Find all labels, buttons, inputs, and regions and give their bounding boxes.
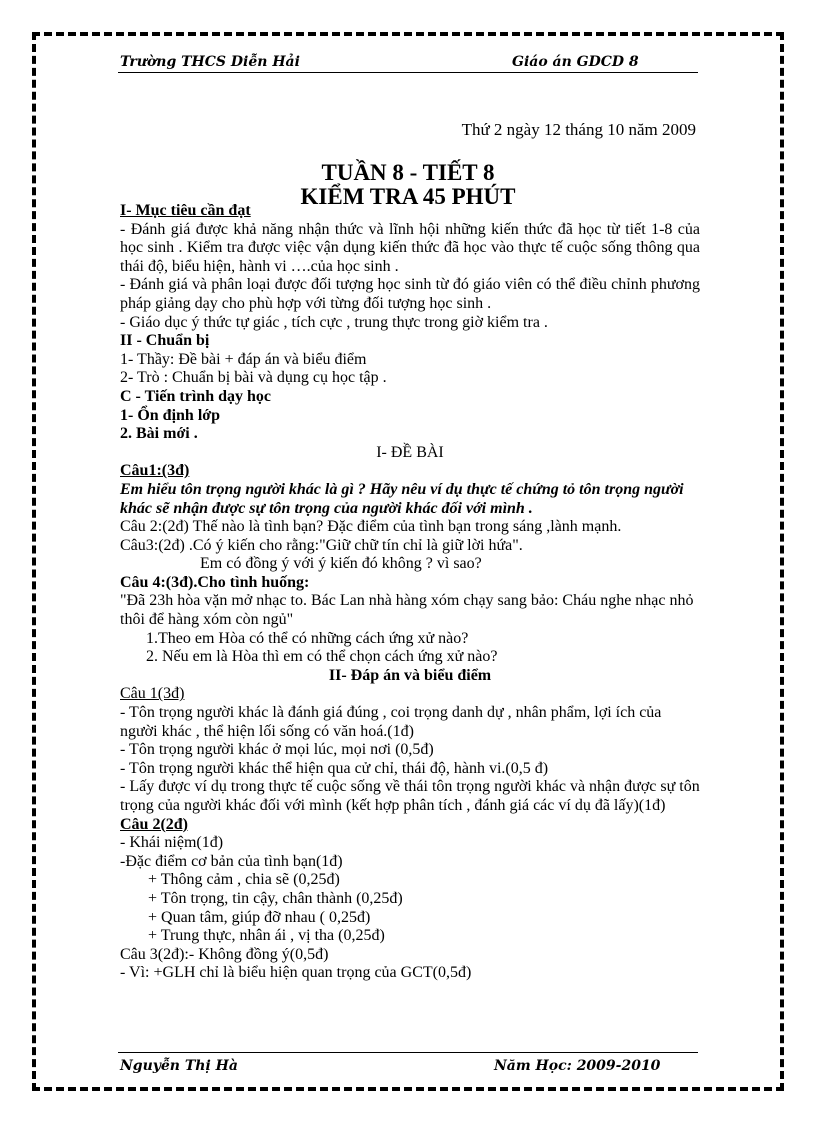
text-line: "Đã 23h hòa vặn mở nhạc to. Bác Lan nhà hàng xóm chạy sang bảo: Cháu nghe nhạc nhỏ thôi để hàng xóm còn ngủ" [120,592,694,629]
text-line: + Thông cảm , chia sẽ (0,25đ) [148,871,340,889]
text-line: - Lấy được ví dụ trong thực tế cuộc sống về thái tôn trọng người khác và nhận được sự tôn trọng của người khác đối với mình (kết hợp phân tích , đánh giá các ví dụ đã lấy)(1đ) [120,778,700,814]
text-line: Câu 1(3đ) [120,685,185,703]
text-line: - Tôn trọng người khác là đánh giá đúng , coi trọng danh dự , nhân phẩm, lợi ích của người khác , thể hiện lối sống có văn hoá.(1đ) [120,704,662,740]
text-line: Câu 4:(3đ).Cho tình huống: [120,573,310,591]
footer-rule [118,1052,698,1053]
text-line: 1.Theo em Hòa có thể có những cách ứng xử nào? [146,629,469,647]
text-line: - Tôn trọng người khác ở mọi lúc, mọi nơi (0,5đ) [120,741,434,759]
header-subject: Giáo án GDCD 8 [512,54,639,70]
footer-author: Nguyễn Thị Hà [120,1058,238,1074]
text-line: Câu 3(2đ):- Không đồng ý(0,5đ) [120,945,329,963]
text-line: - Vì: +GLH chỉ là biểu hiện quan trọng của GCT(0,5đ) [120,964,472,982]
text-line: Câu 2(2đ) [120,815,189,833]
text-line: + Quan tâm, giúp đỡ nhau ( 0,25đ) [148,908,371,926]
text-line: Em hiểu tôn trọng người khác là gì ? Hãy nêu ví dụ thực tế chứng tỏ tôn trọng người khác sẽ nhận được sự tôn trọng của người khác đối với mình . [120,480,684,517]
text-line: + Trung thực, nhân ái , vị tha (0,25đ) [148,927,385,945]
header-rule [118,72,698,73]
lesson-date: Thứ 2 ngày 12 tháng 10 năm 2009 [461,120,696,139]
text-line: I- ĐỀ BÀI [376,443,444,461]
title-week: TUẦN 8 - TIẾT 8 [321,160,495,185]
text-line: 1- Ổn định lớp [120,406,221,424]
title-test: KIỂM TRA 45 PHÚT [300,184,516,209]
document-body [120,202,700,983]
text-line: II - Chuẩn bị [120,332,210,350]
text-line: Em có đồng ý với ý kiến đó không ? vì sao? [200,555,482,573]
text-line: -Đặc điểm cơ bản của tình bạn(1đ) [120,852,343,870]
text-line: 2. Bài mới . [120,425,198,443]
text-line: - Đánh giá được khả năng nhận thức và lĩnh hội những kiến thức đã học từ tiết 1-8 của học sinh . Kiểm tra được việc vận dụng kiến thức đã học vào thực tế cuộc sống thông qua thái độ, biểu hiện, hành vi ….của học sinh . [120,220,700,275]
text-line: + Tôn trọng, tin cậy, chân thành (0,25đ) [148,889,403,907]
text-line: Câu3:(2đ) .Có ý kiến cho rằng:"Giữ chữ tín chỉ là giữ lời hứa". [120,536,523,554]
header-school: Trường THCS Diễn Hải [120,54,300,70]
text-line: - Tôn trọng người khác thể hiện qua cử chỉ, thái độ, hành vi.(0,5 đ) [120,759,549,777]
text-line: - Đánh giá và phân loại được đối tượng học sinh từ đó giáo viên có thể điều chỉnh phương pháp giảng dạy cho phù hợp với từng đối tượng học sinh . [120,276,700,312]
text-line: I- Mục tiêu cần đạt [120,202,251,219]
text-line: - Giáo dục ý thức tự giác , tích cực , trung thực trong giờ kiểm tra . [120,313,548,331]
text-line: 2. Nếu em là Hòa thì em có thể chọn cách ứng xử nào? [146,648,498,666]
text-line: C - Tiến trình dạy học [120,387,271,405]
text-line: 2- Trò : Chuẩn bị bài và dụng cụ học tập . [120,369,387,387]
text-line: Câu 2:(2đ) Thế nào là tình bạn? Đặc điểm của tình bạn trong sáng ,lành mạnh. [120,518,622,536]
text-line: II- Đáp án và biểu điểm [328,666,492,684]
footer-year: Năm Học: 2009-2010 [494,1058,661,1074]
text-line: - Khái niệm(1đ) [120,834,224,852]
text-line: Câu1:(3đ) [120,462,190,480]
text-line: 1- Thầy: Đề bài + đáp án và biểu điểm [120,350,367,368]
